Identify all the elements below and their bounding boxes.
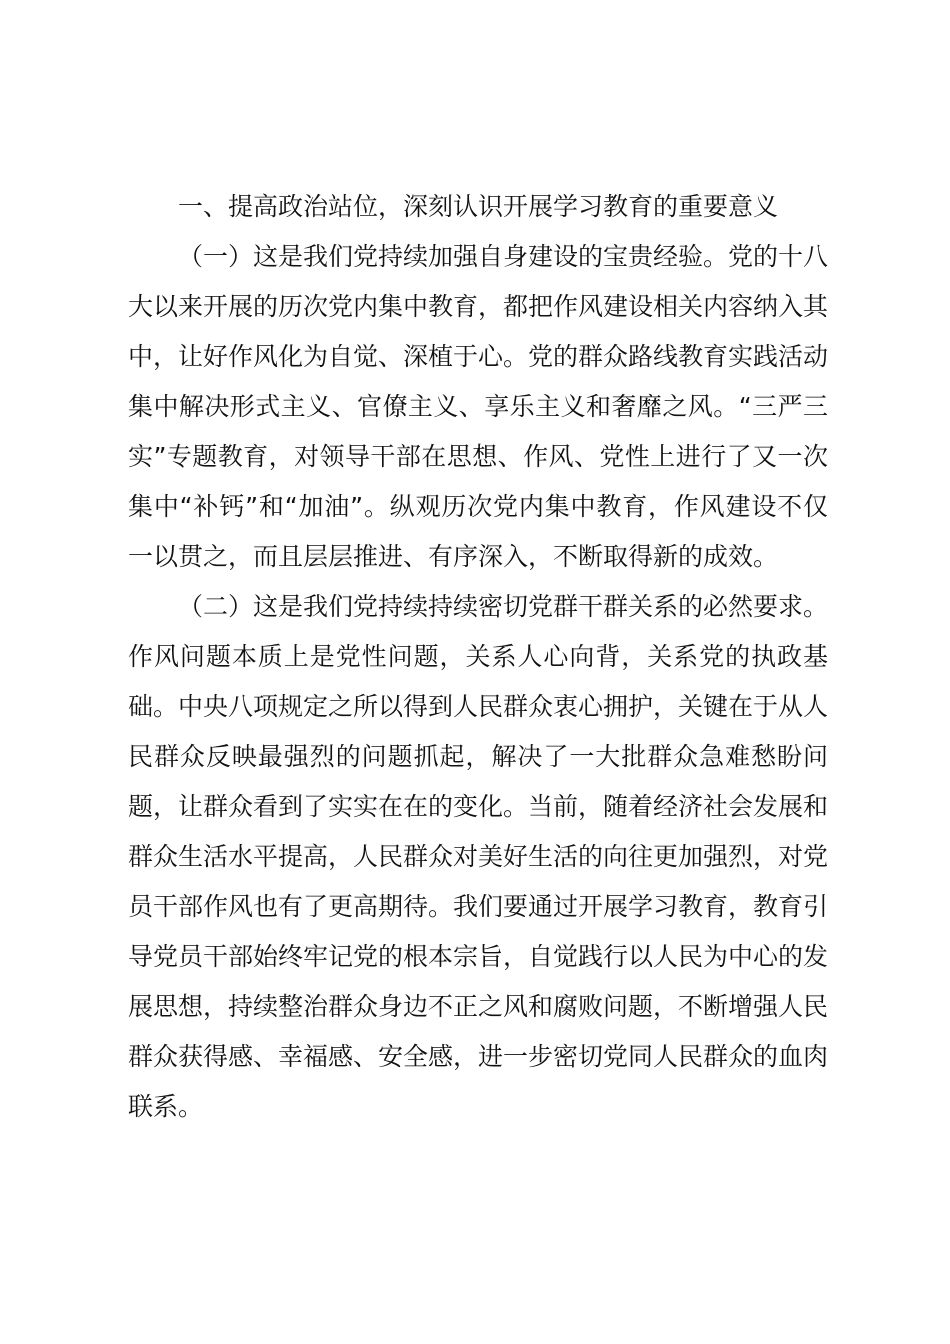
paragraph-1: （一）这是我们党持续加强自身建设的宝贵经验。党的十八大以来开展的历次党内集中教育，都把作风建设相关内容纳入其中，让好作风化为自觉、深植于心。党的群众路线教育实践活动集中解决形式主义、官僚主义、享乐主义和奢靡之风。“三严三实”专题教育，对领导干部在思想、作风、党性上进行了又一次集中“补钙”和“加油”。纵观历次党内集中教育，作风建设不仅一以贯之，而且层层推进、有序深入，不断取得新的成效。 — [128, 242, 829, 571]
section-heading: 一、提高政治站位，深刻认识开展学习教育的重要意义 — [178, 192, 779, 221]
paragraph-2: （二）这是我们党持续持续密切党群干群关系的必然要求。作风问题本质上是党性问题，关系人心向背，关系党的执政基础。中央八项规定之所以得到人民群众衷心拥护，关键在于从人民群众反映最强烈的问题抓起，解决了一大批群众急难愁盼问题，让群众看到了实实在在的变化。当前，随着经济社会发展和群众生活水平提高，人民群众对美好生活的向往更加强烈，对党员干部作风也有了更高期待。我们要通过开展学习教育，教育引导党员干部始终牢记党的根本宗旨，自觉践行以人民为中心的发展思想，持续整治群众身边不正之风和腐败问题，不断增强人民群众获得感、幸福感、安全感，进一步密切党同人民群众的血肉联系。 — [128, 592, 829, 1121]
document-body — [128, 182, 828, 1132]
